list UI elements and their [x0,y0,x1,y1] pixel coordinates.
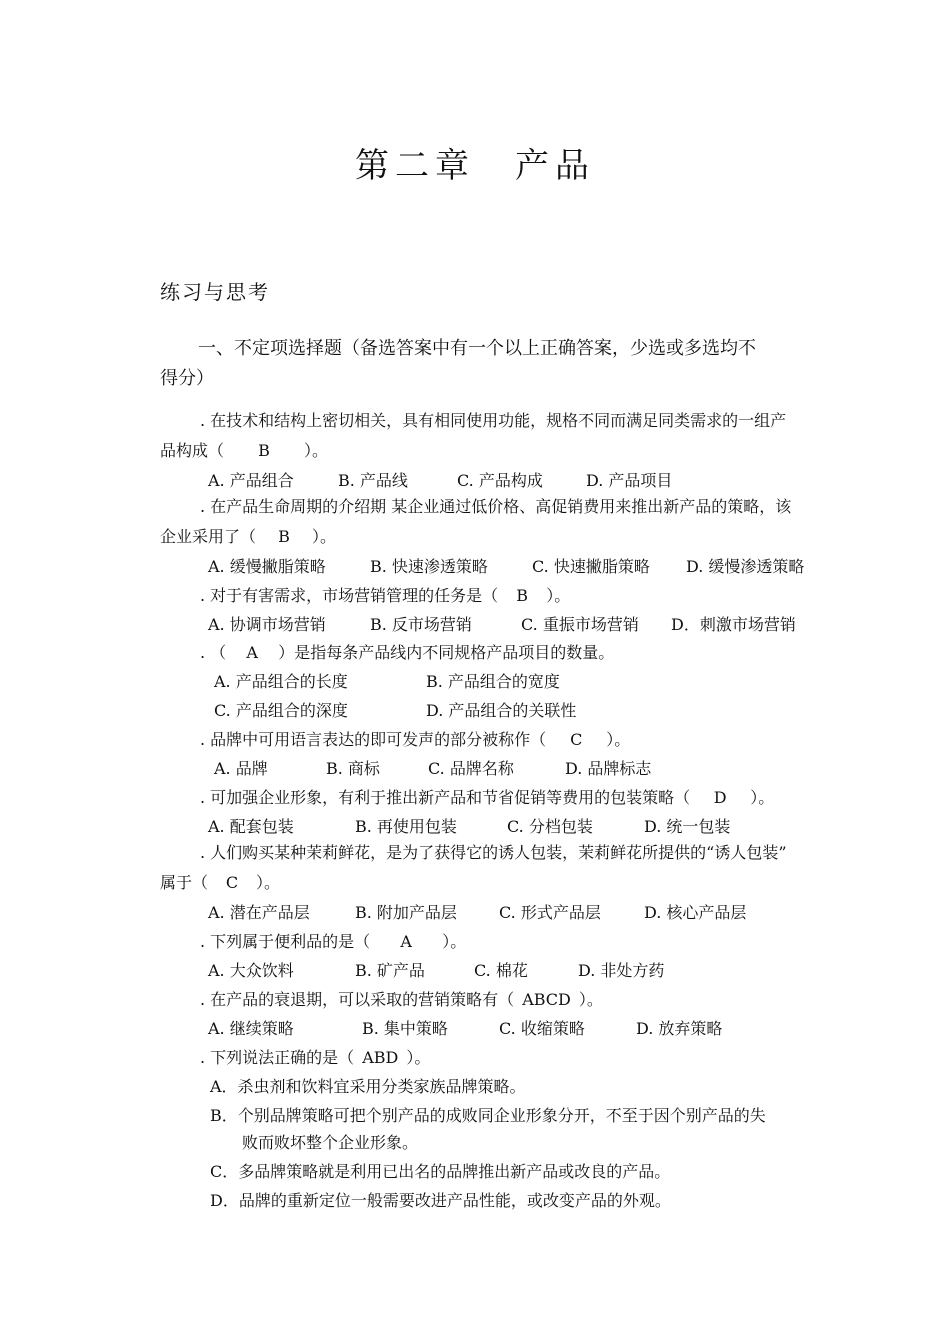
question-3 [200,583,570,606]
question-3-option-c: C. 重振市场营销 [521,615,639,634]
question-10-stem-post: ）。 [406,1048,431,1067]
question-7-stem-line1: . 人们购买某种茉莉鲜花，是为了获得它的诱人包装，茉莉鲜花所提供的“诱人包装” [200,843,787,862]
page-subtitle: 练习与思考 [160,280,270,304]
question-10-stem-pre: . 下列说法正确的是（ [200,1048,355,1067]
question-9-option-b: B. 集中策略 [362,1019,448,1038]
section-heading [160,334,810,394]
question-2-option-b: B. 快速渗透策略 [370,557,488,576]
question-6-stem-pre: . 可加强企业形象，有利于推出新产品和节省促销等费用的包装策略（ [200,788,691,807]
question-1-stem-pre: 品构成（ [160,441,225,460]
question-7-stem-post: ）。 [256,873,281,892]
question-5-option-b: B. 商标 [326,759,380,778]
question-5-stem-pre: . 品牌中可用语言表达的即可发声的部分被称作（ [200,730,547,749]
question-9-option-d: D. 放弃策略 [636,1019,723,1038]
question-7-stem-pre: 属于（ [160,873,209,892]
section-heading-line1: 一、不定项选择题（备选答案中有一个以上正确答案，少选或多选均不 [198,338,756,359]
question-6-answer: D [713,788,727,807]
question-1-option-c: C. 产品构成 [457,471,543,490]
question-8-option-c: C. 棉花 [474,961,528,980]
question-10-statement-a: A．杀虫剂和饮料宜采用分类家族品牌策略。 [210,1077,526,1096]
question-4-option-c: C. 产品组合的深度 [214,701,348,720]
question-6-option-d: D. 统一包装 [644,817,731,836]
question-10-statement-b-cont: 败而败坏整个企业形象。 [242,1133,419,1152]
question-3-option-d: D．刺激市场营销 [671,615,796,634]
page-title: 第二章 产品 [355,146,595,186]
question-4-option-d: D. 产品组合的关联性 [426,701,577,720]
question-7 [160,838,830,898]
question-1-stem-post: ）。 [304,441,329,460]
question-9-stem-pre: . 在产品的衰退期，可以采取的营销策略有（ [200,990,515,1009]
question-5-answer: C [570,730,583,749]
question-4-answer: A [246,643,258,662]
question-3-option-a: A. 协调市场营销 [208,615,326,634]
question-10 [200,1045,430,1068]
question-5-option-d: D. 品牌标志 [565,759,652,778]
question-8-option-a: A. 大众饮料 [208,961,294,980]
question-7-option-c: C. 形式产品层 [499,903,601,922]
question-10-statement-c: C．多品牌策略就是利用已出名的品牌推出新产品或改良的产品。 [210,1162,671,1181]
question-6-option-a: A. 配套包装 [208,817,294,836]
question-5 [200,727,630,750]
question-1 [160,406,830,466]
question-2-option-c: C. 快速撇脂策略 [532,557,650,576]
question-7-answer: C [225,873,239,892]
question-2 [160,492,830,552]
question-7-option-b: B. 附加产品层 [355,903,457,922]
question-2-option-d: D. 缓慢渗透策略 [686,557,805,576]
question-8-option-d: D. 非处方药 [578,961,665,980]
question-10-answer: ABD [362,1048,399,1067]
question-8-stem-post: ）。 [442,932,467,951]
question-1-option-a: A. 产品组合 [208,471,294,490]
question-3-answer: B [516,586,529,605]
question-8 [200,929,466,952]
question-3-option-b: B. 反市场营销 [370,615,472,634]
question-7-option-d: D. 核心产品层 [644,903,747,922]
question-8-stem-pre: . 下列属于便利品的是（ [200,932,371,951]
question-1-stem-line2 [160,436,830,466]
section-heading-line2: 得分） [160,368,214,389]
question-3-stem-post: ）。 [546,586,571,605]
question-9-option-a: A. 继续策略 [208,1019,294,1038]
question-1-stem-line1: . 在技术和结构上密切相关，具有相同使用功能，规格不同而满足同类需求的一组产 [200,411,787,430]
question-2-stem-pre: 企业采用了（ [160,527,257,546]
question-4-stem-pre: . （ [200,643,227,662]
question-10-statement-b: B．个别品牌策略可把个别产品的成败同企业形象分开，不至于因个别产品的失 [210,1106,766,1125]
question-4-stem-post: ）是指每条产品线内不同规格产品项目的数量。 [278,643,615,662]
question-1-answer: B [258,441,270,460]
question-2-option-a: A. 缓慢撇脂策略 [208,557,326,576]
question-1-option-d: D. 产品项目 [586,471,673,490]
question-6 [200,785,774,808]
question-2-stem-line1: . 在产品生命周期的介绍期 某企业通过低价格、高促销费用来推出新产品的策略，该 [200,497,792,516]
question-3-stem-pre: . 对于有害需求，市场营销管理的任务是（ [200,586,499,605]
question-9-stem-post: ）。 [578,990,603,1009]
question-2-answer: B [278,527,290,546]
question-5-option-a: A. 品牌 [214,759,268,778]
question-4-option-a: A. 产品组合的长度 [214,672,348,691]
question-9 [200,987,603,1010]
question-5-option-c: C. 品牌名称 [428,759,514,778]
question-4-option-b: B. 产品组合的宽度 [426,672,560,691]
question-4 [200,640,614,663]
question-9-option-c: C. 收缩策略 [499,1019,585,1038]
question-5-stem-post: ）。 [606,730,631,749]
question-8-answer: A [400,932,412,951]
question-7-option-a: A. 潜在产品层 [208,903,310,922]
question-6-stem-post: ）。 [750,788,775,807]
question-6-option-b: B. 再使用包装 [355,817,457,836]
question-9-answer: ABCD [522,990,571,1009]
question-10-statement-d: D．品牌的重新定位一般需要改进产品性能，或改变产品的外观。 [210,1191,671,1210]
question-8-option-b: B. 矿产品 [355,961,425,980]
question-7-stem-line2 [160,868,830,898]
question-6-option-c: C. 分档包装 [507,817,593,836]
question-2-stem-post: ）。 [312,527,337,546]
question-2-stem-line2 [160,522,830,552]
question-1-option-b: B. 产品线 [338,471,408,490]
